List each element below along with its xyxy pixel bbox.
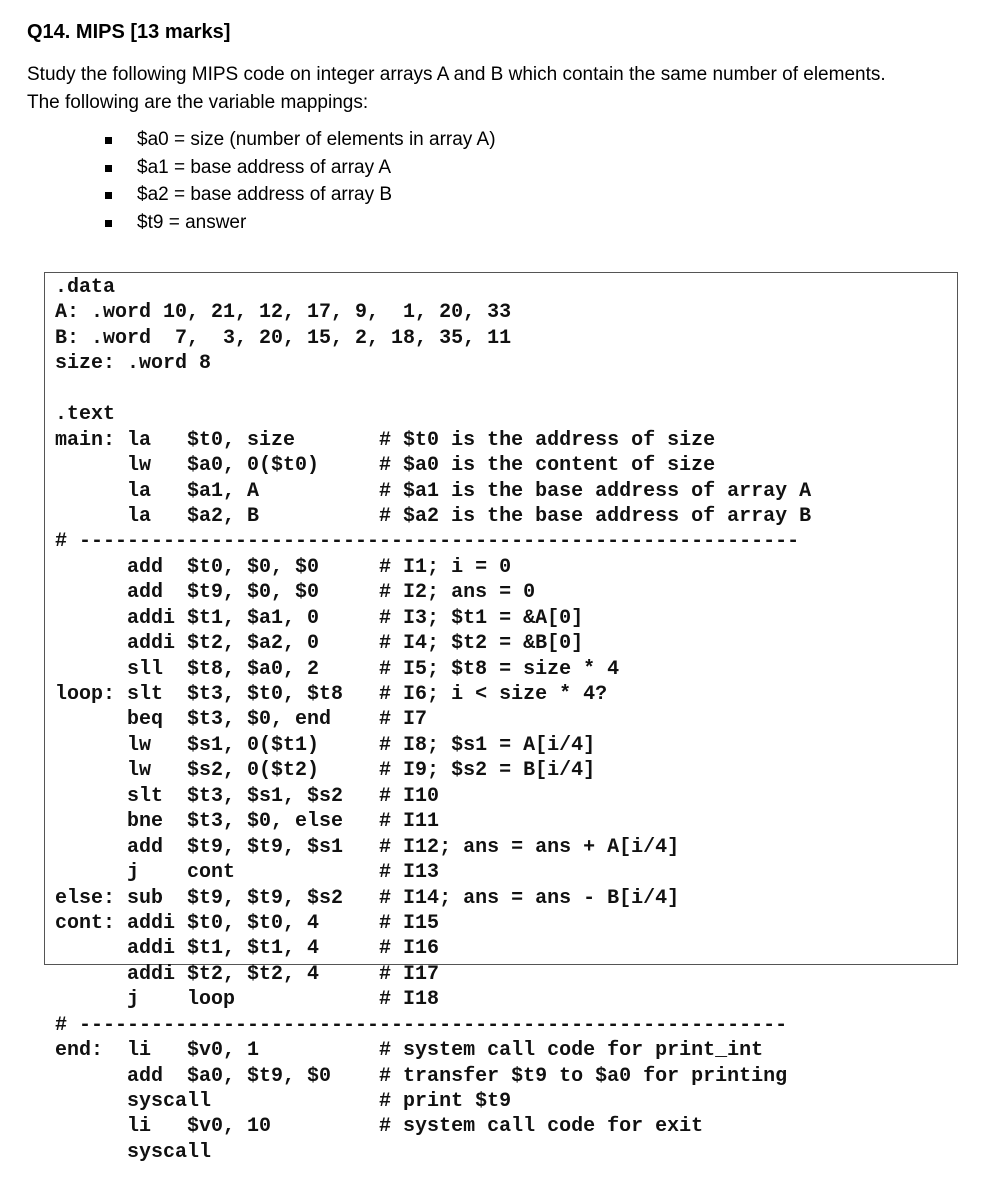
code-separator: # ----------------------------------------------------------- [55, 1013, 788, 1037]
code-line: lw $s2, 0($t2) # I9; $s2 = B[i/4] [55, 759, 596, 783]
code-line: la $a2, B # $a2 is the base address of array B [55, 504, 812, 528]
code-line: li $v0, 10 # system call code for exit [55, 1115, 704, 1139]
code-line: .text [55, 403, 116, 427]
code-line: lw $a0, 0($t0) # $a0 is the content of size [55, 454, 716, 478]
mapping-text: $a2 = base address of array B [137, 184, 393, 205]
code-line: loop: slt $t3, $t0, $t8 # I6; i < size * 4? [55, 683, 608, 706]
intro-line: The following are the variable mappings: [27, 92, 369, 113]
code-line: addi $t2, $t2, 4 # I17 [55, 962, 440, 986]
code-line: add $t9, $0, $0 # I2; ans = 0 [55, 581, 536, 605]
bullet-square-icon [105, 220, 112, 227]
code-line: la $a1, A # $a1 is the base address of array A [55, 479, 812, 503]
mapping-text: $t9 = answer [137, 211, 247, 233]
mapping-text: $a0 = size (number of elements in array A) [137, 129, 496, 150]
question-heading: Q14. MIPS [13 marks] [27, 21, 231, 43]
code-line: size: .word 8 [55, 352, 212, 376]
code-line: addi $t2, $a2, 0 # I4; $t2 = &B[0] [55, 632, 584, 656]
code-line: A: .word 10, 21, 12, 17, 9, 1, 20, 33 [55, 301, 512, 325]
code-line: addi $t1, $t1, 4 # I16 [55, 937, 440, 961]
intro-line: Study the following MIPS code on integer arrays A and B which contain the same number of elements. [27, 64, 886, 85]
code-line: add $t0, $0, $0 # I1; i = 0 [55, 555, 512, 579]
code-line: syscall [55, 1140, 212, 1164]
mapping-item [105, 181, 496, 209]
code-line: end: li $v0, 1 # system call code for print_int [55, 1039, 764, 1063]
bullet-square-icon [105, 165, 112, 172]
code-line [55, 377, 811, 402]
code-line: j loop # I18 [55, 988, 440, 1012]
mips-code-listing [55, 275, 811, 1165]
code-line: syscall # print $t9 [55, 1090, 512, 1113]
question-intro [27, 61, 967, 117]
bullet-square-icon [105, 192, 112, 199]
code-line: beq $t3, $0, end # I7 [55, 708, 428, 732]
bullet-square-icon [105, 137, 112, 144]
mapping-item [105, 209, 496, 237]
code-line: j cont # I13 [55, 861, 440, 885]
code-line: slt $t3, $s1, $s2 # I10 [55, 784, 440, 808]
mapping-text: $a1 = base address of array A [137, 156, 392, 178]
code-line: add $a0, $t9, $0 # transfer $t9 to $a0 for printing [55, 1064, 788, 1088]
mapping-item [105, 154, 496, 182]
code-line: .data [55, 276, 116, 299]
code-line: main: la $t0, size # $t0 is the address of size [55, 428, 716, 452]
code-separator: # ------------------------------------------------------------ [55, 530, 800, 554]
code-line: else: sub $t9, $t9, $s2 # I14; ans = ans - B[i/4] [55, 886, 680, 910]
mapping-item [105, 126, 496, 154]
code-line: bne $t3, $0, else # I11 [55, 810, 440, 834]
code-line: cont: addi $t0, $t0, 4 # I15 [55, 911, 440, 935]
code-line: B: .word 7, 3, 20, 15, 2, 18, 35, 11 [55, 326, 512, 350]
code-line: sll $t8, $a0, 2 # I5; $t8 = size * 4 [55, 657, 620, 681]
variable-mappings-list [105, 126, 496, 236]
code-line: lw $s1, 0($t1) # I8; $s1 = A[i/4] [55, 733, 596, 757]
code-line: addi $t1, $a1, 0 # I3; $t1 = &A[0] [55, 606, 584, 630]
code-line: add $t9, $t9, $s1 # I12; ans = ans + A[i/4] [55, 835, 680, 859]
